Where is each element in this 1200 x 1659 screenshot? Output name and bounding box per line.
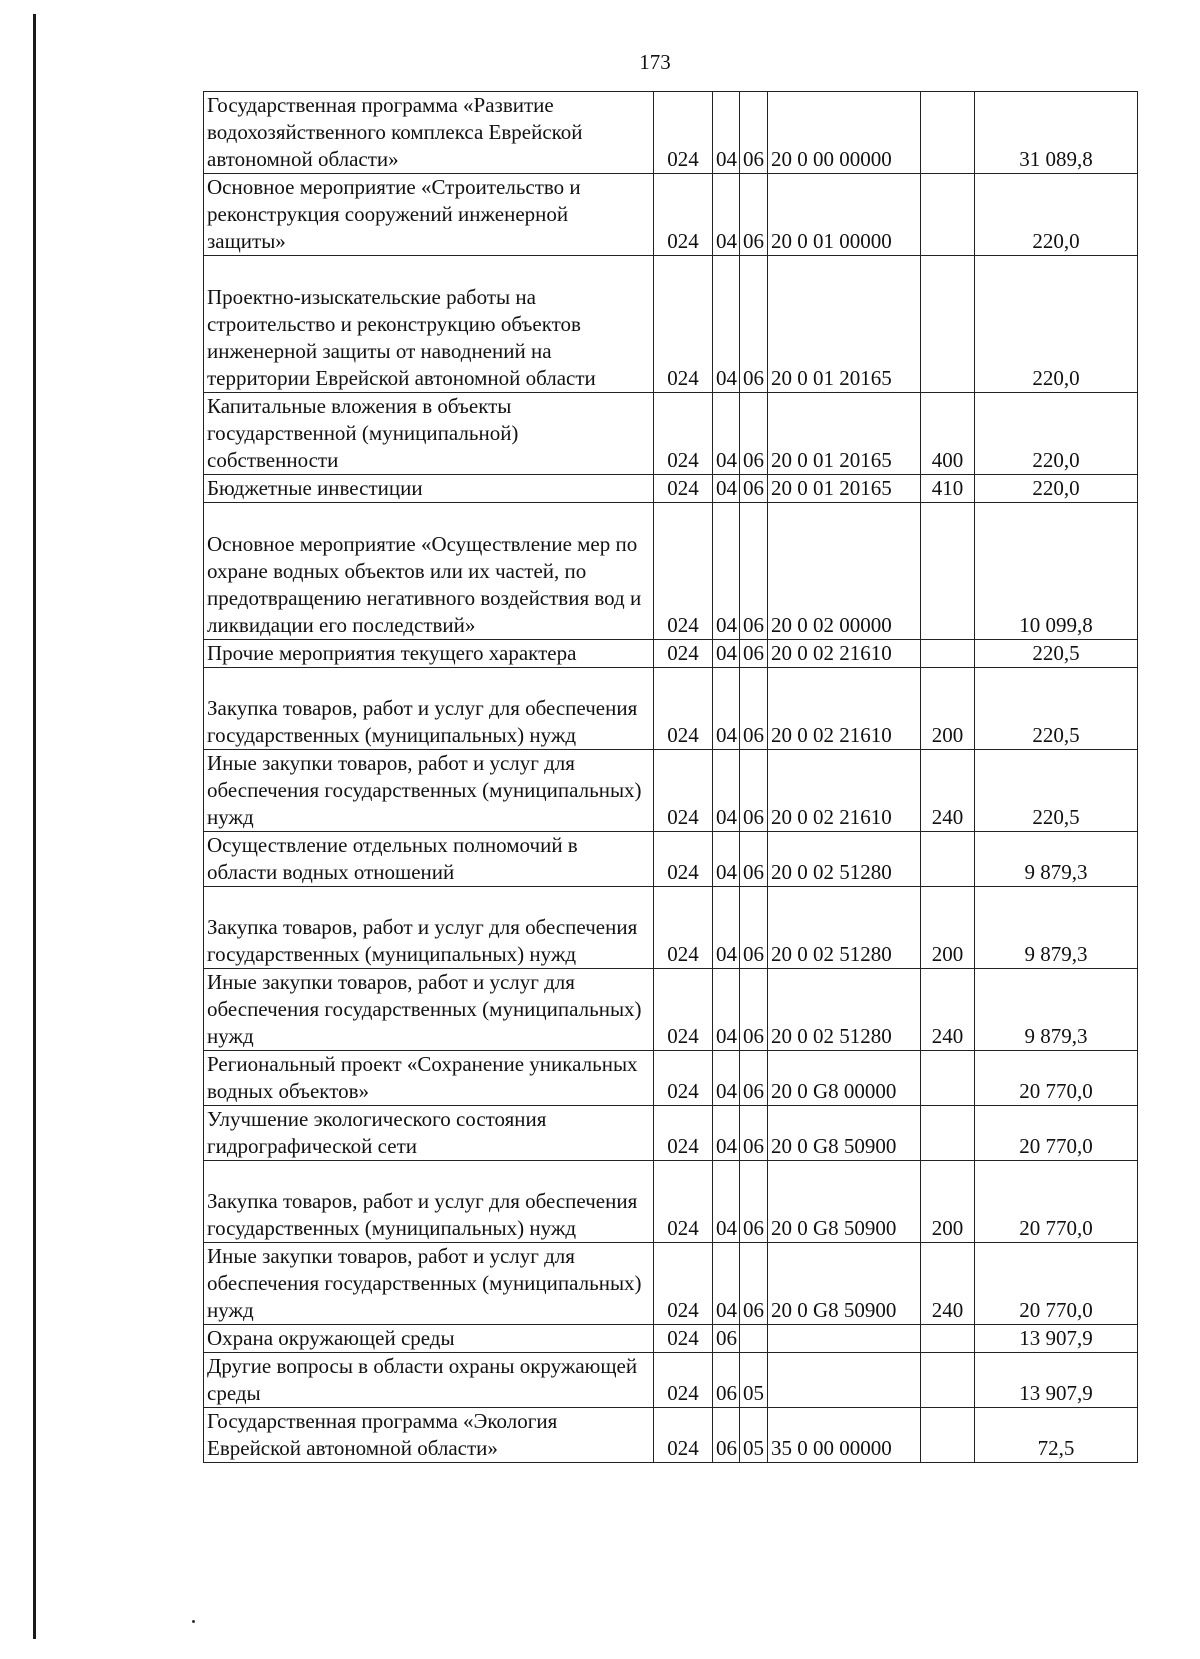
row-subsection-code: 06 (740, 1051, 768, 1106)
row-section-code: 04 (713, 750, 740, 832)
row-target-article: 20 0 G8 50900 (768, 1106, 921, 1161)
row-subsection-code: 06 (740, 887, 768, 969)
row-amount: 220,0 (975, 174, 1138, 256)
row-amount: 9 879,3 (975, 969, 1138, 1051)
table-row (204, 503, 1138, 640)
row-amount: 20 770,0 (975, 1161, 1138, 1243)
row-target-article: 20 0 G8 00000 (768, 1051, 921, 1106)
row-name: Закупка товаров, работ и услуг для обеспечения государственных (муниципальных) нужд (204, 668, 654, 750)
row-amount: 220,0 (975, 475, 1138, 503)
row-subsection-code: 06 (740, 1106, 768, 1161)
row-expense-type (921, 1353, 975, 1408)
row-department-code: 024 (654, 750, 713, 832)
row-target-article: 20 0 G8 50900 (768, 1161, 921, 1243)
row-target-article (768, 1353, 921, 1408)
row-expense-type (921, 640, 975, 668)
row-subsection-code: 05 (740, 1408, 768, 1463)
row-section-code: 06 (713, 1325, 740, 1353)
table-row (204, 1408, 1138, 1463)
row-name: Осуществление отдельных полномочий в области водных отношений (204, 832, 654, 887)
row-name: Основное мероприятие «Строительство и реконструкция сооружений инженерной защиты» (204, 174, 654, 256)
table-row (204, 668, 1138, 750)
row-section-code: 04 (713, 1106, 740, 1161)
row-subsection-code: 06 (740, 393, 768, 475)
row-section-code: 04 (713, 174, 740, 256)
row-amount: 220,0 (975, 393, 1138, 475)
row-name: Другие вопросы в области охраны окружающей среды (204, 1353, 654, 1408)
row-department-code: 024 (654, 887, 713, 969)
row-target-article: 20 0 01 20165 (768, 475, 921, 503)
row-section-code: 04 (713, 475, 740, 503)
table-row (204, 1106, 1138, 1161)
row-department-code: 024 (654, 1243, 713, 1325)
table-row (204, 475, 1138, 503)
row-section-code: 04 (713, 640, 740, 668)
row-section-code: 04 (713, 1051, 740, 1106)
row-department-code: 024 (654, 832, 713, 887)
row-subsection-code: 06 (740, 750, 768, 832)
table-row (204, 1051, 1138, 1106)
page-number: 173 (639, 50, 671, 74)
table-row (204, 832, 1138, 887)
row-amount: 9 879,3 (975, 832, 1138, 887)
row-amount: 9 879,3 (975, 887, 1138, 969)
row-name: Проектно-изыскательские работы на строительство и реконструкцию объектов инженерной защиты от наводнений на территории Еврейской автономной области (204, 256, 654, 393)
row-expense-type (921, 832, 975, 887)
row-expense-type (921, 256, 975, 393)
row-amount: 220,5 (975, 750, 1138, 832)
row-name: Прочие мероприятия текущего характера (204, 640, 654, 668)
row-target-article: 20 0 00 00000 (768, 92, 921, 174)
row-target-article: 20 0 02 51280 (768, 969, 921, 1051)
row-department-code: 024 (654, 256, 713, 393)
row-department-code: 024 (654, 668, 713, 750)
table-row (204, 750, 1138, 832)
row-target-article: 20 0 02 21610 (768, 750, 921, 832)
row-subsection-code: 06 (740, 832, 768, 887)
row-amount: 10 099,8 (975, 503, 1138, 640)
row-department-code: 024 (654, 1051, 713, 1106)
row-department-code: 024 (654, 1408, 713, 1463)
row-section-code: 04 (713, 256, 740, 393)
row-expense-type: 200 (921, 887, 975, 969)
margin-line (33, 14, 36, 1639)
row-target-article (768, 1325, 921, 1353)
row-expense-type: 200 (921, 1161, 975, 1243)
row-amount: 220,0 (975, 256, 1138, 393)
row-section-code: 04 (713, 668, 740, 750)
row-name: Иные закупки товаров, работ и услуг для обеспечения государственных (муниципальных) нужд (204, 750, 654, 832)
row-amount: 20 770,0 (975, 1106, 1138, 1161)
row-target-article: 20 0 01 20165 (768, 256, 921, 393)
row-department-code: 024 (654, 503, 713, 640)
row-department-code: 024 (654, 1325, 713, 1353)
row-target-article: 20 0 G8 50900 (768, 1243, 921, 1325)
row-name: Иные закупки товаров, работ и услуг для обеспечения государственных (муниципальных) нужд (204, 1243, 654, 1325)
row-department-code: 024 (654, 1353, 713, 1408)
row-amount: 20 770,0 (975, 1051, 1138, 1106)
row-amount: 72,5 (975, 1408, 1138, 1463)
table-row (204, 174, 1138, 256)
row-name: Улучшение экологического состояния гидрографической сети (204, 1106, 654, 1161)
table-row (204, 1161, 1138, 1243)
row-section-code: 04 (713, 1243, 740, 1325)
row-expense-type (921, 503, 975, 640)
table-row (204, 92, 1138, 174)
row-name: Региональный проект «Сохранение уникальных водных объектов» (204, 1051, 654, 1106)
row-department-code: 024 (654, 640, 713, 668)
row-name: Закупка товаров, работ и услуг для обеспечения государственных (муниципальных) нужд (204, 1161, 654, 1243)
row-expense-type (921, 174, 975, 256)
row-expense-type: 400 (921, 393, 975, 475)
row-subsection-code: 06 (740, 92, 768, 174)
table-row (204, 969, 1138, 1051)
row-section-code: 04 (713, 503, 740, 640)
row-name: Основное мероприятие «Осуществление мер по охране водных объектов или их частей, по предотвращению негативного воздействия вод и ликвидации его последствий» (204, 503, 654, 640)
row-amount: 13 907,9 (975, 1325, 1138, 1353)
row-expense-type: 200 (921, 668, 975, 750)
row-name: Государственная программа «Развитие водохозяйственного комплекса Еврейской автономной области» (204, 92, 654, 174)
row-name: Бюджетные инвестиции (204, 475, 654, 503)
row-department-code: 024 (654, 174, 713, 256)
row-section-code: 04 (713, 92, 740, 174)
row-name: Охрана окружающей среды (204, 1325, 654, 1353)
row-subsection-code: 06 (740, 640, 768, 668)
row-expense-type: 410 (921, 475, 975, 503)
row-subsection-code (740, 1325, 768, 1353)
table-row (204, 1243, 1138, 1325)
row-subsection-code: 06 (740, 475, 768, 503)
row-section-code: 04 (713, 832, 740, 887)
row-amount: 220,5 (975, 668, 1138, 750)
row-subsection-code: 06 (740, 1161, 768, 1243)
row-expense-type (921, 1408, 975, 1463)
row-department-code: 024 (654, 92, 713, 174)
row-expense-type: 240 (921, 969, 975, 1051)
row-department-code: 024 (654, 393, 713, 475)
budget-table (203, 91, 1138, 1463)
row-subsection-code: 05 (740, 1353, 768, 1408)
row-expense-type (921, 1106, 975, 1161)
row-subsection-code: 06 (740, 174, 768, 256)
table-row (204, 1353, 1138, 1408)
table-row (204, 640, 1138, 668)
row-subsection-code: 06 (740, 969, 768, 1051)
row-target-article: 20 0 02 21610 (768, 668, 921, 750)
row-name: Капитальные вложения в объекты государственной (муниципальной) собственности (204, 393, 654, 475)
row-subsection-code: 06 (740, 668, 768, 750)
row-expense-type (921, 1051, 975, 1106)
row-section-code: 04 (713, 393, 740, 475)
row-name: Государственная программа «Экология Еврейской автономной области» (204, 1408, 654, 1463)
row-department-code: 024 (654, 475, 713, 503)
row-amount: 220,5 (975, 640, 1138, 668)
row-section-code: 04 (713, 969, 740, 1051)
row-target-article: 20 0 01 20165 (768, 393, 921, 475)
row-target-article: 35 0 00 00000 (768, 1408, 921, 1463)
row-subsection-code: 06 (740, 503, 768, 640)
row-subsection-code: 06 (740, 1243, 768, 1325)
row-department-code: 024 (654, 969, 713, 1051)
row-amount: 13 907,9 (975, 1353, 1138, 1408)
row-expense-type: 240 (921, 1243, 975, 1325)
row-target-article: 20 0 02 21610 (768, 640, 921, 668)
row-name: Закупка товаров, работ и услуг для обеспечения государственных (муниципальных) нужд (204, 887, 654, 969)
row-section-code: 04 (713, 887, 740, 969)
table-row (204, 256, 1138, 393)
row-department-code: 024 (654, 1161, 713, 1243)
scan-speck (192, 1620, 195, 1623)
row-department-code: 024 (654, 1106, 713, 1161)
row-name: Иные закупки товаров, работ и услуг для обеспечения государственных (муниципальных) нужд (204, 969, 654, 1051)
row-amount: 20 770,0 (975, 1243, 1138, 1325)
table-row (204, 887, 1138, 969)
row-target-article: 20 0 01 00000 (768, 174, 921, 256)
row-target-article: 20 0 02 00000 (768, 503, 921, 640)
row-target-article: 20 0 02 51280 (768, 887, 921, 969)
row-expense-type (921, 1325, 975, 1353)
row-section-code: 06 (713, 1408, 740, 1463)
row-expense-type (921, 92, 975, 174)
row-section-code: 06 (713, 1353, 740, 1408)
table-row (204, 393, 1138, 475)
row-target-article: 20 0 02 51280 (768, 832, 921, 887)
table-row (204, 1325, 1138, 1353)
row-amount: 31 089,8 (975, 92, 1138, 174)
row-section-code: 04 (713, 1161, 740, 1243)
row-expense-type: 240 (921, 750, 975, 832)
row-subsection-code: 06 (740, 256, 768, 393)
